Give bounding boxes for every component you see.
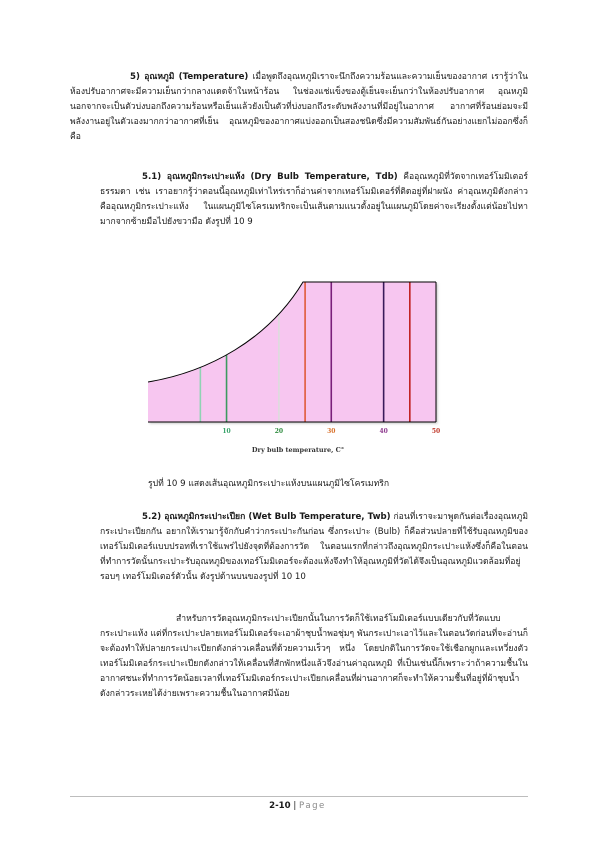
section-5-2-paragraph — [100, 510, 528, 585]
x-tick-label: 30 — [327, 428, 336, 435]
footer-separator: | — [293, 801, 297, 811]
section-5-1-paragraph — [100, 170, 528, 230]
x-tick-label: 10 — [222, 428, 231, 435]
dry-bulb-chart-svg — [148, 262, 450, 462]
x-axis-label: Dry bulb temperature, C° — [251, 446, 345, 454]
footer-rule — [70, 796, 528, 797]
section-5-1-body: คืออุณหภูมิที่วัดจากเทอร์โมมิเตอร์ธรรมดา เช่น เราอยากรู้ว่าตอนนี้อุณหภูมิเท่าไหร่เราก็อ่านค่าจากเทอร์โมมิเตอร์ที่ติดอยู่ที่ฝาผนัง ค่าอุณหภูมิดังกล่าวคืออุณหภูมิกระเปาะแห้ง ในแผนภูมิไซโครเมทริกจะเป็นเส้นตามแนวตั้งอยู่ในแผนภูมิโดยค่าจะเรียงตั้งแต่น้อยไปหามากจากซ้ายมือไปยังขวามือ ดังรูปที่ 10 9 — [100, 172, 529, 227]
section-5-body: เมื่อพูดถึงอุณหภูมิเราจะนึกถึงความร้อนและความเย็นของอากาศ เรารู้ว่าในห้องปรับอากาศจะมีความเย็นกว่ากลางแดดจ้าในหน้าร้อน ในช่องแช่แข็งของตู้เย็นจะเย็นกว่าในห้องปรับอากาศ อุณหภูมินอกจากจะเป็นตัวบ่งบอกถึงความร้อนหรือเย็นแล้วยังเป็นตัวที่บ่งบอกถึงระดับพลังงานที่มีอยู่ในอากาศ อากาศที่ร้อนย่อมจะมีพลังงานอยู่ในตัวเองมากกว่าอากาศที่เย็น อุณหภูมิของอากาศแบ่งออกเป็นสองชนิดซึ่งมีความสัมพันธ์กันอย่างแยกไม่ออกซึ่งก็คือ — [70, 72, 529, 142]
section-5-2-paragraph-2: สำหรับการวัดอุณหภูมิกระเปาะเปียกนั้นในการวัดก็ใช้เทอร์โมมิเตอร์แบบเดียวกับที่วัดแบบกระเปาะแห้ง แต่ที่กระเปาะปลายเทอร์โมมิเตอร์จะเอาผ้าชุบน้ำพอชุ่มๆ พันกระเปาะเอาไว้และในตอนวัดก่อนที่จะอ่านก็จะต้องทำให้ปลายกระเปาะเปียกดังกล่าวเคลื่อนที่ด้วยความเร็วๆ หนึ่ง โดยปกติในการวัดจะใช้เชือกผูกและเหวี่ยงตัวเทอร์โมมิเตอร์กระเปาะเปียกดังกล่าวให้เคลื่อนที่สักพักหนึ่งแล้วจึงอ่านค่าอุณหภูมิ ที่เป็นเช่นนี้ก็เพราะว่าถ้าความชื้นในอากาศชนะที่ทำการวัดน้อยเวลาที่เทอร์โมมิเตอร์กระเปาะเปียกเคลื่อนที่ผ่านอากาศก็จะทำให้ความชื้นที่อยู่ที่ผ้าชุบน้ำดังกล่าวระเหยได้ง่ายเพราะความชื้นในอากาศมีน้อย — [100, 614, 528, 699]
section-5-heading: 5) อุณหภูมิ (Temperature) — [130, 72, 249, 82]
dry-bulb-chart — [148, 262, 450, 462]
page-footer — [0, 801, 595, 811]
x-tick-label: 40 — [379, 428, 388, 435]
section-5-1-heading: 5.1) อุณหภูมิกระเปาะแห้ง (Dry Bulb Temperature, Tdb) — [142, 172, 398, 182]
page-number: 2-10 — [269, 801, 291, 811]
page-word: Page — [299, 801, 326, 811]
section-5-2-body: ก่อนที่เราจะมาพูดกันต่อเรื่องอุณหภูมิกระเปาะเปียกกัน อยากให้เรามารู้จักกับคำว่ากระเปาะกันก่อน ซึ่งกระเปาะ (Bulb) ก็คือส่วนปลายที่ใช้รับอุณหภูมิของเทอร์โมมิเตอร์แบบปรอทที่เราใช้แพร่ไปยังจุดที่ต้องการวัด ในตอนแรกที่กล่าวถึงอุณหภูมิกระเปาะแห้งซึ่งก็คือในตอนที่ทำการวัดนั้นกระเปาะรับอุณหภูมิของเทอร์โมมิเตอร์จะต้องแห้งจึงทำให้อุณหภูมิที่วัดได้จึงเป็นอุณหภูมิแวดล้อมที่อยู่รอบๆ เทอร์โมมิเตอร์ตัวนั้น ดังรูปด้านบนของรูปที่ 10 10 — [100, 512, 528, 582]
x-tick-label: 20 — [274, 428, 284, 435]
figure-caption: รูปที่ 10 9 แสดงเส้นอุณหภูมิกระเปาะแห้งบนแผนภูมิไซโครเมทริก — [148, 479, 390, 489]
section-5-paragraph — [70, 70, 528, 145]
section-5-2-heading: 5.2) อุณหภูมิกระเปาะเปียก (Wet Bulb Temperature, Twb) — [142, 512, 391, 522]
x-tick-label: 50 — [431, 428, 441, 435]
chart-area-fill — [148, 282, 436, 422]
